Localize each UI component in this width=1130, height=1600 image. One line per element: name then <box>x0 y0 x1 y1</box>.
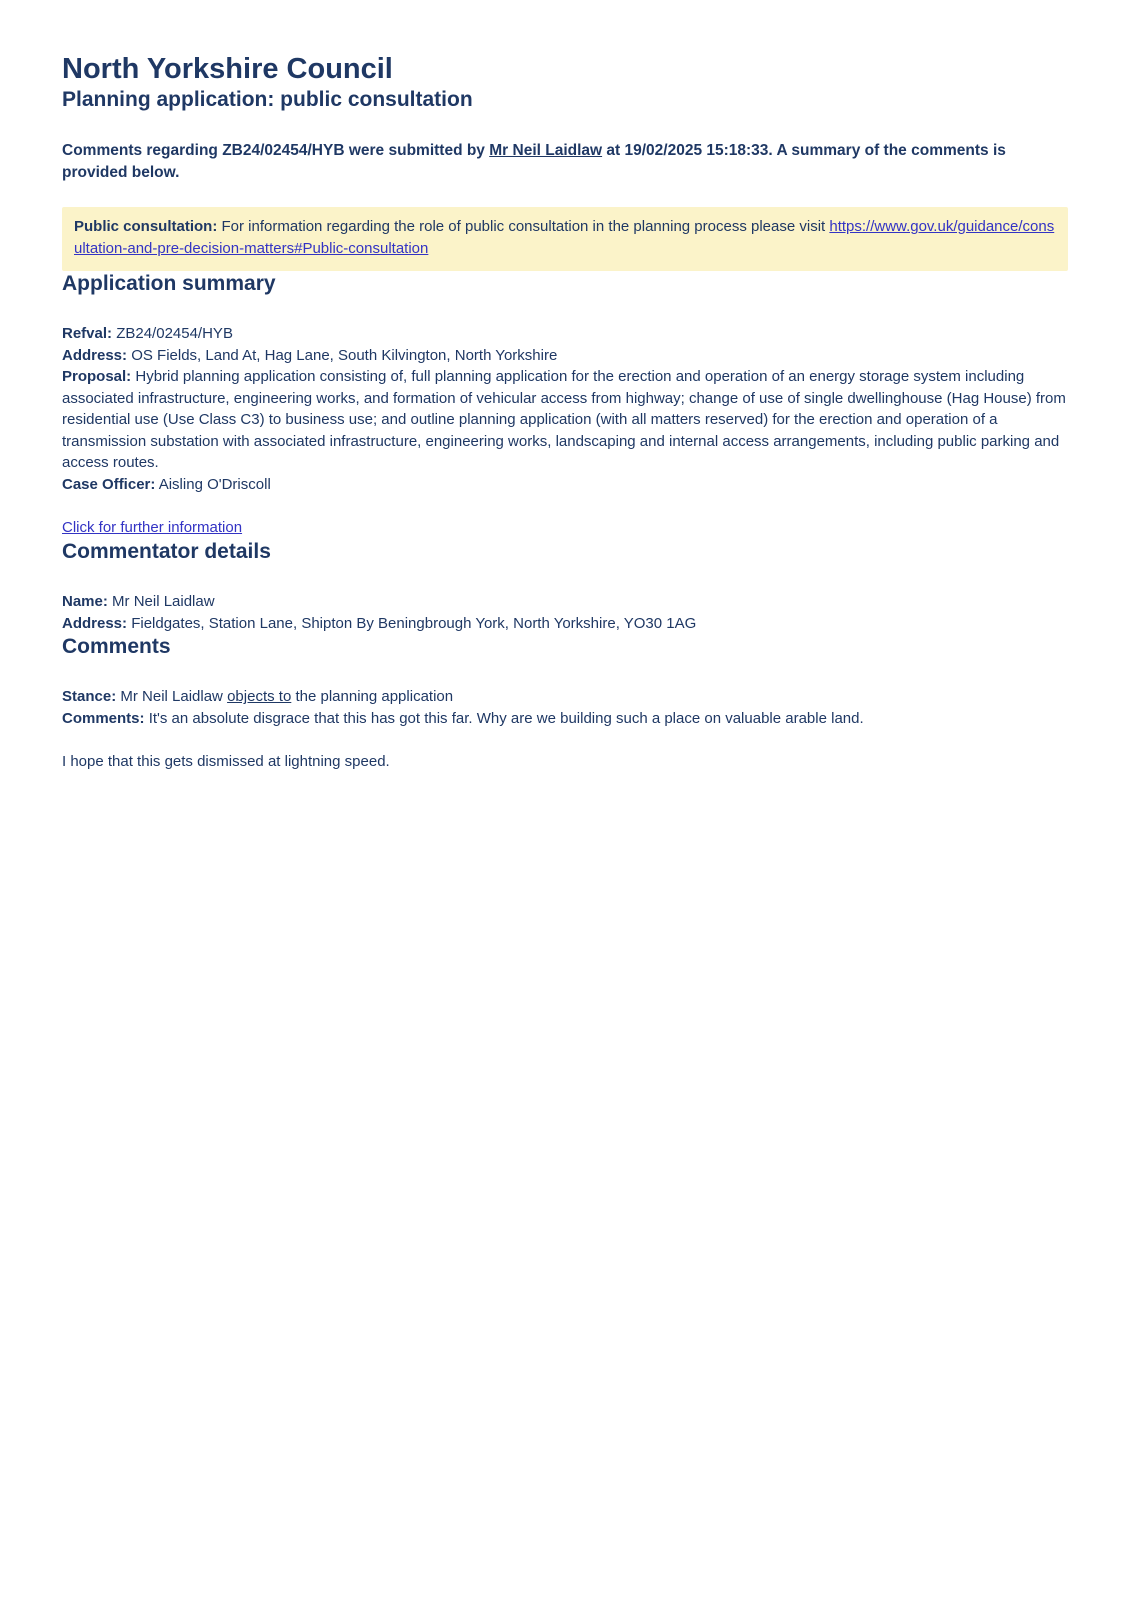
notice-label: Public consultation: <box>74 218 218 236</box>
comments-heading: Comments <box>62 635 171 659</box>
proposal-line <box>62 366 1068 474</box>
commentator-name-line <box>62 591 1068 613</box>
gov-uk-consultation-link[interactable]: https://www.gov.uk/guidance/consultation-and-pre-decision-matters#Public-consultation <box>74 218 1055 258</box>
submitter-name-link[interactable]: Mr Neil Laidlaw <box>489 142 603 160</box>
commentator-details <box>62 591 1068 634</box>
further-information-link[interactable]: Click for further information <box>62 519 243 537</box>
case-officer-label: Case Officer: <box>62 475 156 493</box>
stance-position: objects to <box>227 688 292 706</box>
page-subtitle: Planning application: public consultation <box>62 87 473 111</box>
further-information-line <box>62 517 1068 539</box>
site-address-line <box>62 345 1068 367</box>
proposal-label: Proposal: <box>62 368 132 386</box>
commentator-address-value: Fieldgates, Station Lane, Shipton By Beningbrough York, North Yorkshire, YO30 1AG <box>131 614 697 632</box>
proposal-value: Hybrid planning application consisting of, full planning application for the erection and operation of an energy storage system including associated infrastructure, engineering works, and formation of vehicular access from highway; change of use of single dwellinghouse (Hag House) from residential use (Use Class C3) to business use; and outline planning application (with all matters reserved) for the erection and operation of a transmission substation with associated infrastructure, engineering works, landscaping and internal access arrangements, including public parking and access routes. <box>62 368 1066 472</box>
notice-text: For information regarding the role of public consultation in the planning process please visit <box>221 218 826 236</box>
comments-line <box>62 708 1068 730</box>
commentator-address-label: Address: <box>62 614 128 632</box>
commentator-details-heading: Commentator details <box>62 539 271 563</box>
site-address-value: OS Fields, Land At, Hag Lane, South Kilvington, North Yorkshire <box>131 346 558 364</box>
intro-suffix: at 19/02/2025 15:18:33. A summary of the comments is provided below. <box>62 142 1006 182</box>
commentator-address-line <box>62 613 1068 635</box>
refval-label: Refval: <box>62 325 113 343</box>
comments-label: Comments: <box>62 709 145 727</box>
commentator-name-value: Mr Neil Laidlaw <box>112 593 215 611</box>
case-officer-line <box>62 474 1068 496</box>
intro-paragraph <box>62 140 1068 184</box>
stance-suffix: the planning application <box>295 688 454 706</box>
stance-line <box>62 686 1068 708</box>
public-consultation-notice <box>62 207 1068 271</box>
page-title: North Yorkshire Council <box>62 53 393 85</box>
comments-followup-line: I hope that this gets dismissed at lightning speed. <box>62 753 390 771</box>
case-officer-value: Aisling O'Driscoll <box>158 475 271 493</box>
intro-prefix: Comments regarding ZB24/02454/HYB were submitted by <box>62 142 485 160</box>
site-address-label: Address: <box>62 346 128 364</box>
stance-label: Stance: <box>62 688 117 706</box>
comments-text: It's an absolute disgrace that this has got this far. Why are we building such a place on valuable arable land. <box>148 709 864 727</box>
commentator-name-label: Name: <box>62 593 108 611</box>
refval-line <box>62 323 1068 345</box>
stance-name: Mr Neil Laidlaw <box>120 688 223 706</box>
application-summary-details <box>62 323 1068 495</box>
application-summary-heading: Application summary <box>62 272 276 296</box>
comments-body <box>62 686 1068 773</box>
refval-value: ZB24/02454/HYB <box>116 325 233 343</box>
